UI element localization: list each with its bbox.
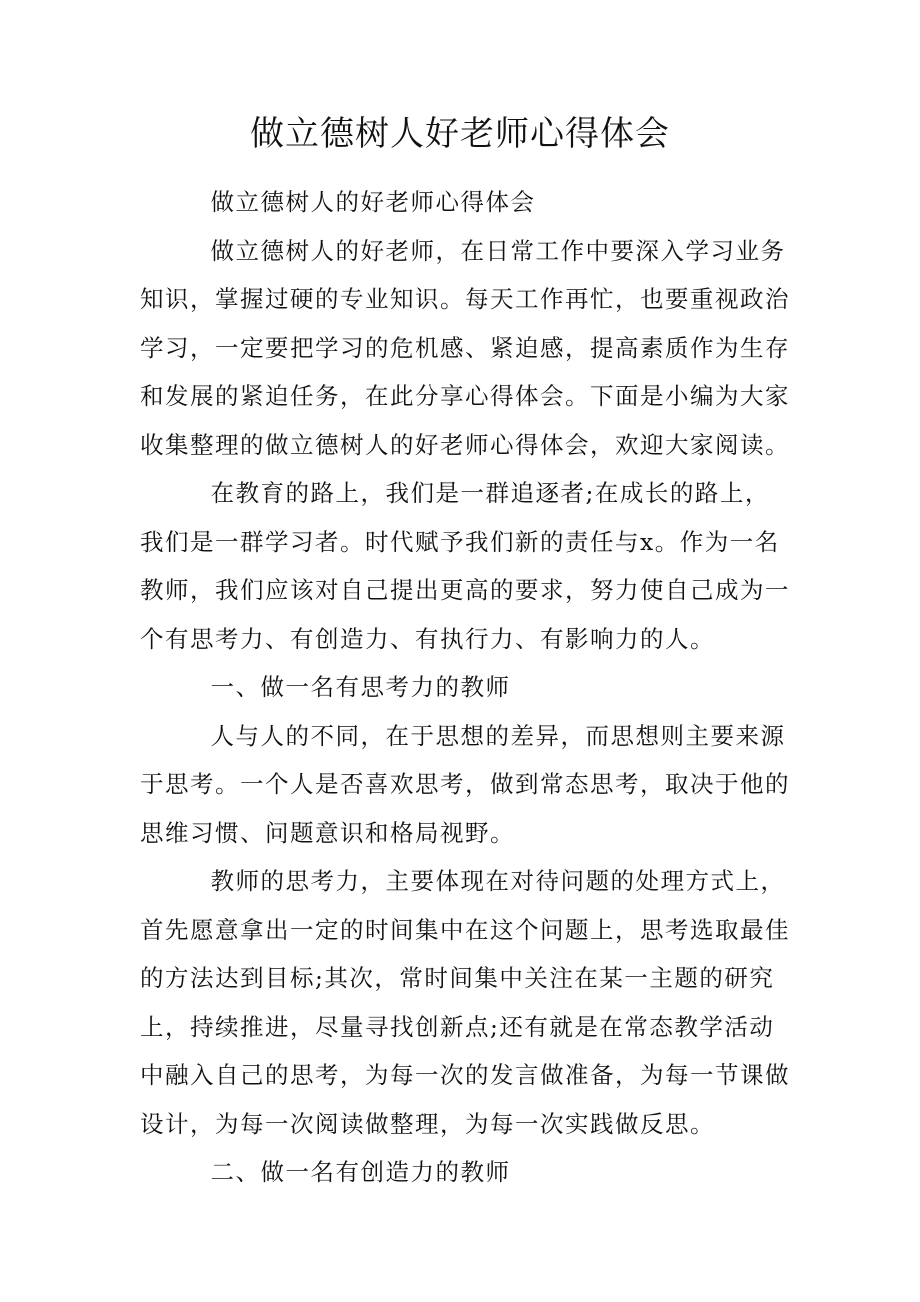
document-title: 做立德树人好老师心得体会 xyxy=(250,114,670,154)
paragraph-line: 设计，为每一次阅读做整理，为每一次实践做反思。 xyxy=(140,1109,715,1138)
paragraph-line: 在教育的路上，我们是一群追逐者;在成长的路上， xyxy=(210,479,770,507)
paragraph-line: 和发展的紧迫任务，在此分享心得体会。下面是小编为大家 xyxy=(140,382,790,410)
paragraph-line: 于思考。一个人是否喜欢思考，做到常态思考，取决于他的 xyxy=(140,770,790,798)
document-body xyxy=(140,178,790,1197)
section-heading: 一、做一名有思考力的教师 xyxy=(210,673,511,701)
paragraph-line: 我们是一群学习者。时代赋予我们新的责任与x。作为一名 xyxy=(140,527,780,556)
paragraph-line: 个有思考力、有创造力、有执行力、有影响力的人。 xyxy=(140,624,715,653)
paragraph-line: 知识，掌握过硬的专业知识。每天工作再忙，也要重视政治 xyxy=(140,285,790,313)
paragraph-line: 教师的思考力，主要体现在对待问题的处理方式上， xyxy=(210,867,786,895)
paragraph-line: 收集整理的做立德树人的好老师心得体会，欢迎大家阅读。 xyxy=(140,430,790,459)
document-subtitle: 做立德树人的好老师心得体会 xyxy=(210,188,536,216)
paragraph-line: 教师，我们应该对自己提出更高的要求，努力使自己成为一 xyxy=(140,576,790,604)
section-heading: 二、做一名有创造力的教师 xyxy=(210,1158,511,1186)
paragraph-line: 做立德树人的好老师，在日常工作中要深入学习业务 xyxy=(210,236,786,265)
paragraph-line: 的方法达到目标;其次，常时间集中关注在某一主题的研究 xyxy=(140,964,775,992)
paragraph-line: 人与人的不同，在于思想的差异，而思想则主要来源 xyxy=(210,721,786,750)
paragraph-line: 学习，一定要把学习的危机感、紧迫感，提高素质作为生存 xyxy=(140,333,790,362)
paragraph-line: 首先愿意拿出一定的时间集中在这个问题上，思考选取最佳 xyxy=(140,915,790,944)
paragraph-line: 上，持续推进，尽量寻找创新点;还有就是在常态教学活动 xyxy=(140,1012,775,1041)
paragraph-line: 思维习惯、问题意识和格局视野。 xyxy=(140,818,515,847)
paragraph-line: 中融入自己的思考，为每一次的发言做准备，为每一节课做 xyxy=(140,1061,790,1089)
